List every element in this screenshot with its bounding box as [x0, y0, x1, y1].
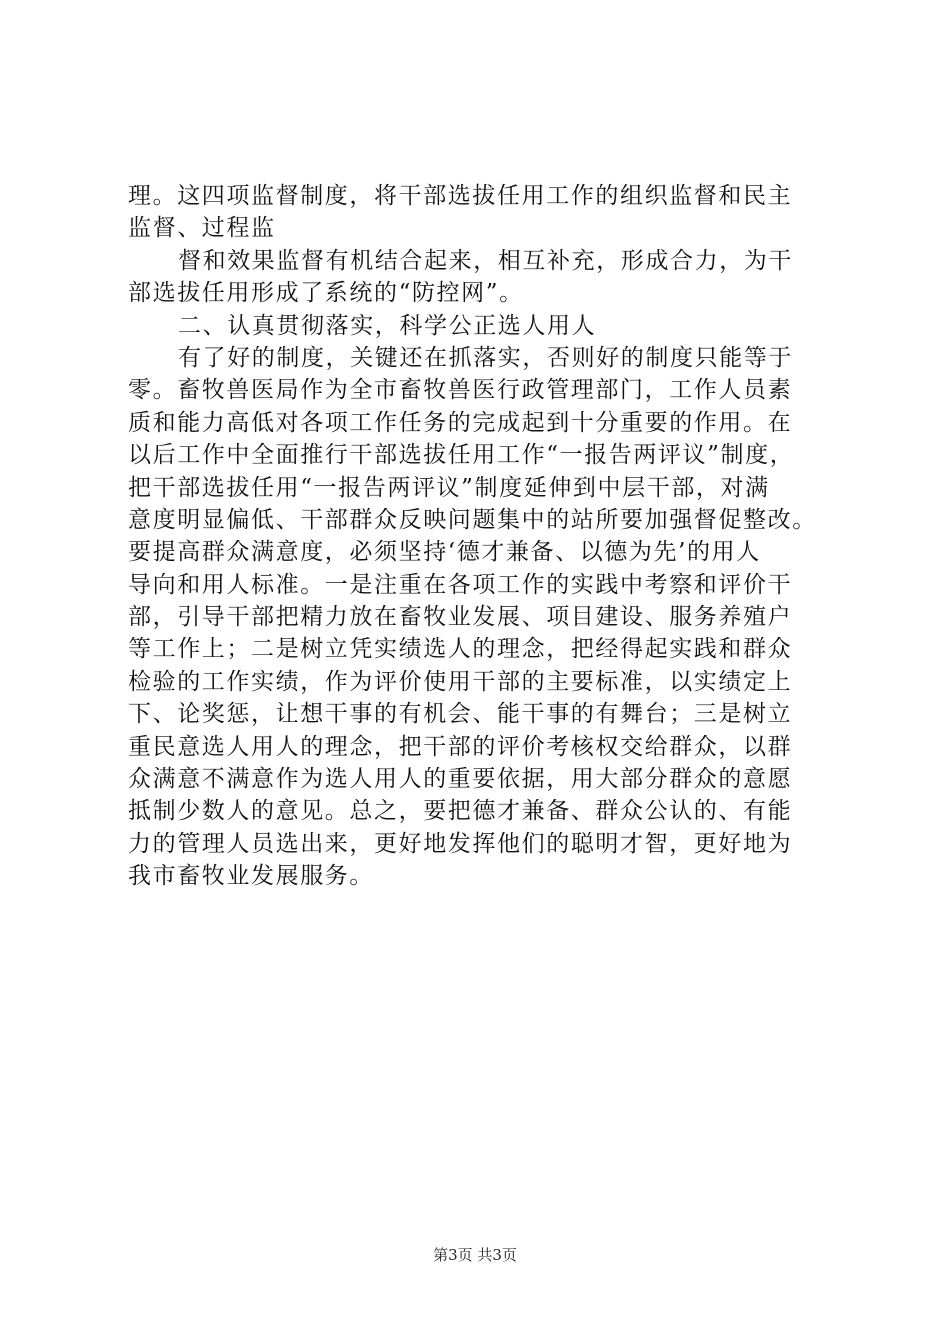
text-line: 理。这四项监督制度，将干部选拔任用工作的组织监督和民主	[128, 183, 793, 209]
text-line: 零。畜牧兽医局作为全市畜牧兽医行政管理部门，工作人员素	[128, 377, 793, 404]
text-line: 重民意选人用人的理念，把干部的评价考核权交给群众，以群	[128, 733, 793, 760]
page-footer	[0, 1244, 950, 1265]
text-line: 监督、过程监	[128, 215, 276, 242]
text-line: 意度明显偏低、干部群众反映问题集中的站所要加强督促整改。	[128, 506, 817, 533]
page-number: 第3页	[433, 1246, 473, 1264]
text-line: 部，引导干部把精力放在畜牧业发展、项目建设、服务养殖户	[128, 604, 793, 631]
text-line: 部选拔任用形成了系统的“防控网”。	[128, 280, 524, 307]
text-line: 我市畜牧业发展服务。	[128, 863, 374, 890]
text-line: 导向和用人标准。一是注重在各项工作的实践中考察和评价干	[128, 571, 793, 598]
document-body	[128, 180, 828, 893]
text-line: 质和能力高低对各项工作任务的完成起到十分重要的作用。在	[128, 409, 793, 436]
text-line: 以后工作中全面推行干部选拔任用工作“一报告两评议”制度，	[128, 442, 795, 469]
text-line: 要提高群众满意度，必须坚持‘德才兼备、以德为先’的用人	[128, 539, 761, 566]
text-line: 检验的工作实绩，作为评价使用干部的主要标准，以实绩定上	[128, 668, 793, 695]
text-line: 众满意不满意作为选人用人的重要依据，用大部分群众的意愿	[128, 766, 793, 793]
page-total: 共3页	[477, 1246, 517, 1264]
text-line: 抵制少数人的意见。总之，要把德才兼备、群众公认的、有能	[128, 798, 793, 825]
text-line: 力的管理人员选出来，更好地发挥他们的聪明才智，更好地为	[128, 830, 793, 857]
text-line: 等工作上；二是树立凭实绩选人的理念，把经得起实践和群众	[128, 636, 793, 663]
text-line: 把干部选拔任用“一报告两评议”制度延伸到中层干部，对满	[128, 474, 770, 501]
text-line: 下、论奖惩，让想干事的有机会、能干事的有舞台；三是树立	[128, 701, 793, 728]
text-line: 有了好的制度，关键还在抓落实，否则好的制度只能等于	[178, 344, 793, 371]
text-line: 督和效果监督有机结合起来，相互补充，形成合力，为干	[178, 247, 793, 274]
section-heading: 二、认真贯彻落实，科学公正选人用人	[178, 312, 597, 339]
